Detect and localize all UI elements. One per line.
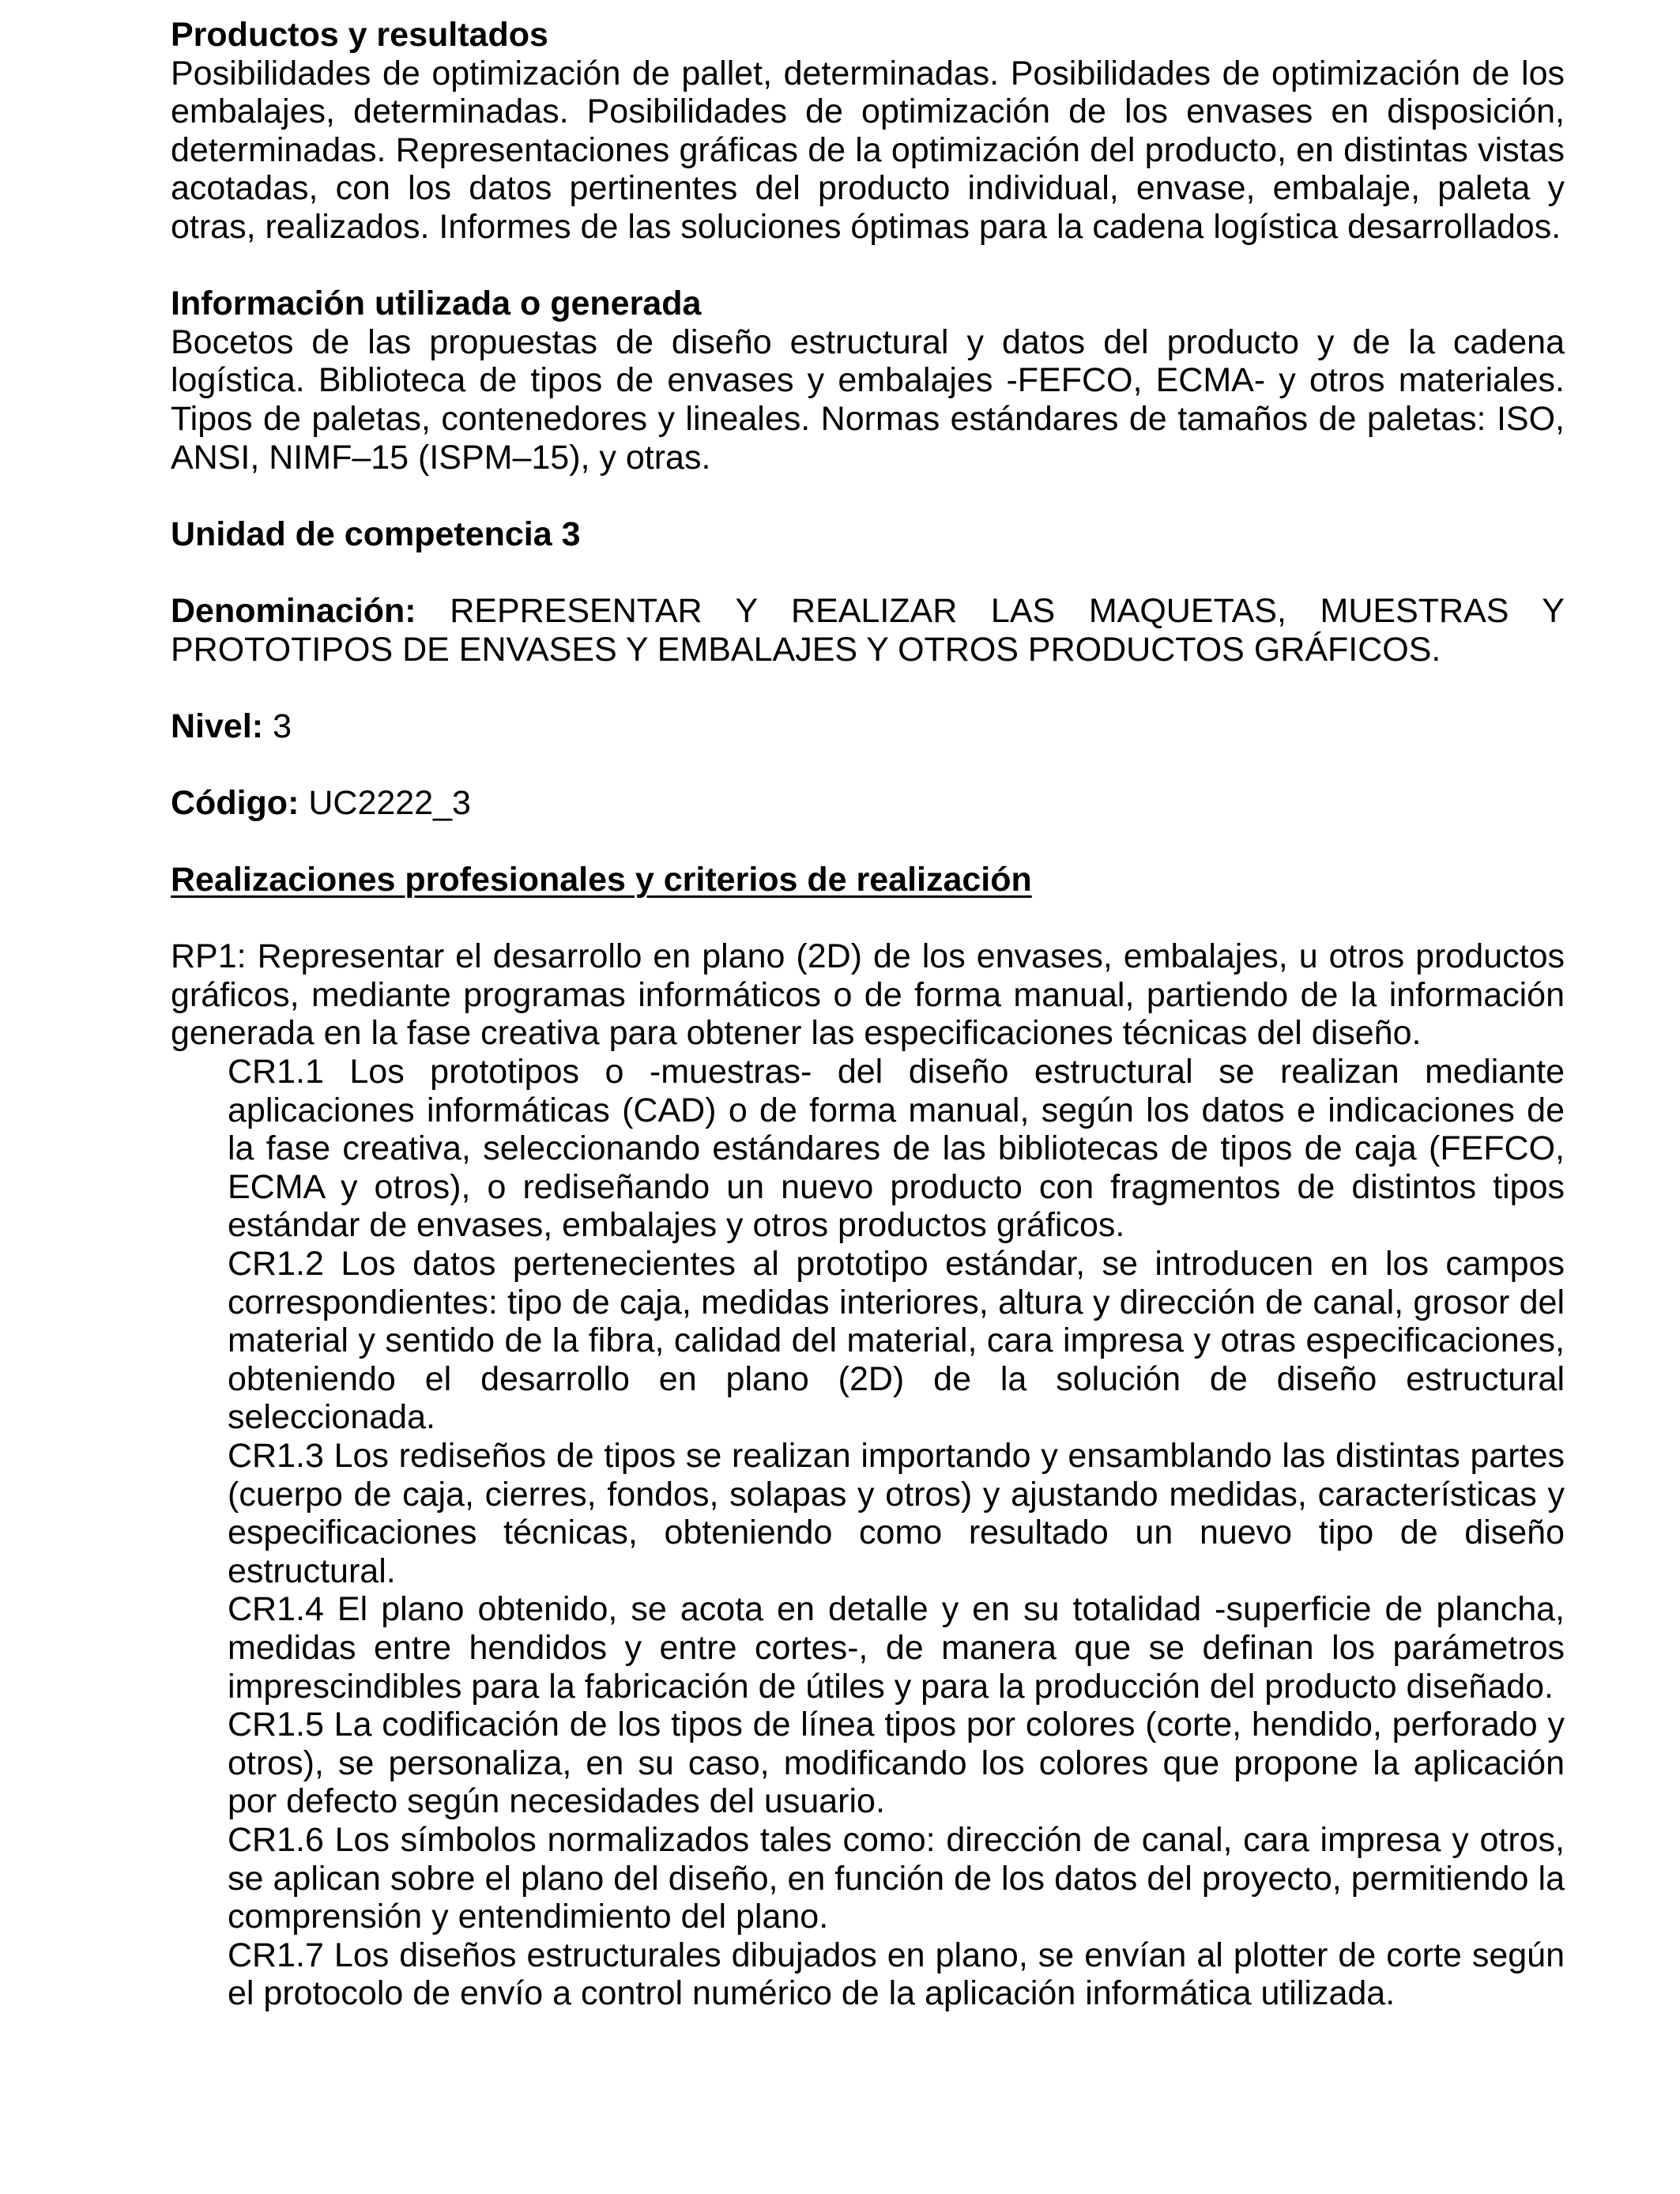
nivel-label: Nivel:	[171, 707, 264, 745]
criterio-cr1-5: CR1.5 La codificación de los tipos de línea tipos por colores (corte, hendido, perforado y otros), se personaliza, en su caso, modificando los colores que propone la aplicación por defecto según necesidades del usuario.	[228, 1706, 1565, 1821]
spacer	[171, 477, 1565, 515]
spacer	[171, 247, 1565, 285]
criterio-cr1-1: CR1.1 Los prototipos o -muestras- del diseño estructural se realizan mediante aplicaciones informáticas (CAD) o de forma manual, según los datos e indicaciones de la fase creativa, seleccionando estándares de las bibliotecas de tipos de caja (FEFCO, ECMA y otros), o rediseñando un nuevo producto con fragmentos de distintos tipos estándar de envases, embalajes y otros productos gráficos.	[228, 1053, 1565, 1245]
spacer	[171, 669, 1565, 707]
realizaciones-heading: Realizaciones profesionales y criterios de realización	[171, 861, 1032, 899]
spacer	[171, 899, 1565, 938]
spacer	[171, 822, 1565, 861]
criterio-cr1-6: CR1.6 Los símbolos normalizados tales como: dirección de canal, cara impresa y otros, se aplican sobre el plano del diseño, en función de los datos del proyecto, permitiendo la comprensión y entendimiento del plano.	[228, 1820, 1565, 1936]
spacer	[171, 745, 1565, 784]
productos-heading: Productos y resultados	[171, 16, 548, 54]
denominacion-label: Denominación:	[171, 591, 416, 630]
unidad-heading: Unidad de competencia 3	[171, 515, 581, 553]
spacer	[171, 553, 1565, 592]
denominacion-value: REPRESENTAR Y REALIZAR LAS MAQUETAS, MUESTRAS Y PROTOTIPOS DE ENVASES Y EMBALAJES Y OTROS PRODUCTOS GRÁFICOS.	[171, 591, 1565, 669]
nivel-value: 3	[273, 707, 292, 745]
informacion-text: Bocetos de las propuestas de diseño estructural y datos del producto y de la cadena logística. Biblioteca de tipos de envases y embalajes -FEFCO, ECMA- y otros materiales. Tipos de paletas, contenedores y lineales. Normas estándares de tamaños de paletas: ISO, ANSI, NIMF–15 (ISPM–15), y otras.	[171, 322, 1565, 477]
criterio-cr1-4: CR1.4 El plano obtenido, se acota en detalle y en su totalidad -superficie de plancha, medidas entre hendidos y entre cortes-, de manera que se definan los parámetros imprescindibles para la fabricación de útiles y para la producción del producto diseñado.	[228, 1590, 1565, 1706]
productos-text: Posibilidades de optimización de pallet, determinadas. Posibilidades de optimización de los embalajes, determinadas. Posibilidades de optimización de los envases en disposición, determinadas. Representaciones gráficas de la optimización del producto, en distintas vistas acotadas, con los datos pertinentes del producto individual, envase, embalaje, paleta y otras, realizados. Informes de las soluciones óptimas para la cadena logística desarrollados.	[171, 54, 1565, 246]
rp1-text: RP1: Representar el desarrollo en plano (2D) de los envases, embalajes, u otros productos gráficos, mediante programas informáticos o de forma manual, partiendo de la información generada en la fase creativa para obtener las especificaciones técnicas del diseño.	[171, 937, 1565, 1053]
document-page	[171, 16, 1565, 2013]
informacion-heading: Información utilizada o generada	[171, 285, 702, 323]
codigo-paragraph	[171, 784, 1565, 823]
codigo-label: Código:	[171, 783, 299, 822]
criterio-cr1-3: CR1.3 Los rediseños de tipos se realizan importando y ensamblando las distintas partes (cuerpo de caja, cierres, fondos, solapas y otros) y ajustando medidas, características y especificaciones técnicas, obteniendo como resultado un nuevo tipo de diseño estructural.	[228, 1436, 1565, 1590]
criterio-cr1-7: CR1.7 Los diseños estructurales dibujados en plano, se envían al plotter de corte según el protocolo de envío a control numérico de la aplicación informática utilizada.	[228, 1936, 1565, 2013]
nivel-paragraph	[171, 707, 1565, 746]
codigo-value: UC2222_3	[308, 783, 471, 822]
denominacion-paragraph	[171, 592, 1565, 669]
criterio-cr1-2: CR1.2 Los datos pertenecientes al prototipo estándar, se introducen en los campos correspondientes: tipo de caja, medidas interiores, altura y dirección de canal, grosor del material y sentido de la fibra, calidad del material, cara impresa y otras especificaciones, obteniendo el desarrollo en plano (2D) de la solución de diseño estructural seleccionada.	[228, 1245, 1565, 1437]
